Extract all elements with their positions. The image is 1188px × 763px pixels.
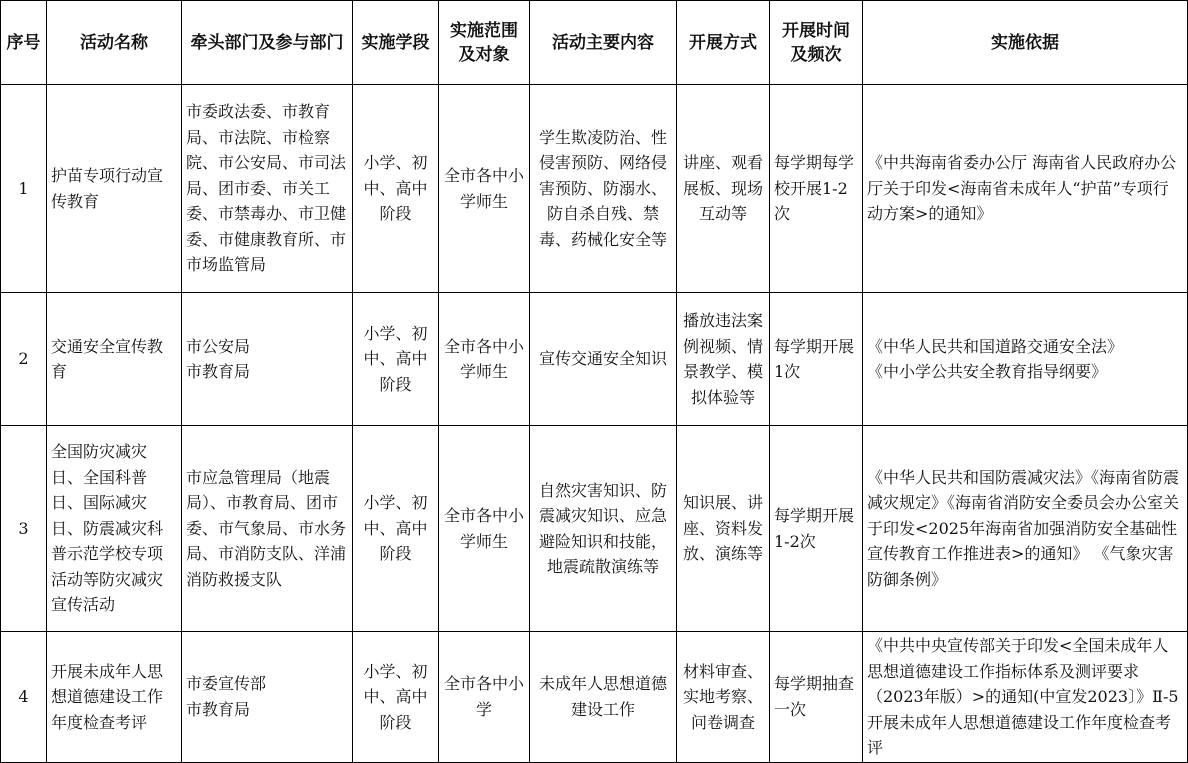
cell-time: 每学期每学校开展1-2次 [770,85,863,293]
cell-time: 每学期开展1-2次 [770,426,863,632]
cell-scope: 全市各中小学师生 [439,293,530,426]
cell-stage: 小学、初中、高中阶段 [353,293,439,426]
table-row [1,632,1188,763]
cell-no: 3 [1,426,47,632]
cell-method: 知识展、讲座、资料发放、演练等 [677,426,770,632]
cell-departments: 市公安局 市教育局 [182,293,353,426]
cell-no: 4 [1,632,47,763]
cell-stage: 小学、初中、高中阶段 [353,426,439,632]
cell-name: 开展未成年人思想道德建设工作年度检查考评 [47,632,182,763]
cell-method: 播放违法案例视频、情景教学、模拟体验等 [677,293,770,426]
header-time: 开展时间及频次 [770,1,863,85]
cell-content: 未成年人思想道德建设工作 [530,632,677,763]
cell-content: 宣传交通安全知识 [530,293,677,426]
cell-scope: 全市各中小学 [439,632,530,763]
cell-content: 学生欺凌防治、性侵害预防、网络侵害预防、防溺水、防自杀自残、禁毒、药械化安全等 [530,85,677,293]
cell-no: 2 [1,293,47,426]
cell-time: 每学期抽查一次 [770,632,863,763]
cell-scope: 全市各中小学师生 [439,85,530,293]
cell-basis: 《中华人民共和国防震减灾法》《海南省防震减灾规定》《海南省消防安全委员会办公室关于印发<2025年海南省加强消防安全基础性宣传教育工作推进表>的通知》 《气象灾害防御条例》 [863,426,1188,632]
header-row [1,1,1188,85]
cell-no: 1 [1,85,47,293]
cell-time: 每学期开展1次 [770,293,863,426]
header-no: 序号 [1,1,47,85]
cell-departments: 市委宣传部 市教育局 [182,632,353,763]
cell-basis: 《中华人民共和国道路交通安全法》 《中小学公共安全教育指导纲要》 [863,293,1188,426]
table-row [1,426,1188,632]
cell-stage: 小学、初中、高中阶段 [353,85,439,293]
cell-stage: 小学、初中、高中阶段 [353,632,439,763]
cell-basis: 《中共中央宣传部关于印发<全国未成年人思想道德建设工作指标体系及测评要求（2023年版）>的通知(中宣发2023〕》Ⅱ-5开展未成年人思想道德建设工作年度检查考评 [863,632,1188,763]
header-stage: 实施学段 [353,1,439,85]
cell-method: 讲座、观看展板、现场互动等 [677,85,770,293]
header-scope: 实施范围及对象 [439,1,530,85]
cell-content: 自然灾害知识、防震减灾知识、应急避险知识和技能，地震疏散演练等 [530,426,677,632]
header-name: 活动名称 [47,1,182,85]
header-departments: 牵头部门及参与部门 [182,1,353,85]
cell-method: 材料审查、实地考察、问卷调查 [677,632,770,763]
cell-scope: 全市各中小学师生 [439,426,530,632]
cell-basis: 《中共海南省委办公厅 海南省人民政府办公厅关于印发<海南省未成年人“护苗”专项行动方案>的通知》 [863,85,1188,293]
header-basis: 实施依据 [863,1,1188,85]
cell-departments: 市应急管理局（地震局）、市教育局、团市委、市气象局、市水务局、市消防支队、洋浦消防救援支队 [182,426,353,632]
cell-name: 交通安全宣传教育 [47,293,182,426]
table-row [1,293,1188,426]
cell-name: 全国防灾减灾日、全国科普日、国际减灾日、防震减灾科普示范学校专项活动等防灾减灾宣传活动 [47,426,182,632]
cell-departments: 市委政法委、市教育局、市法院、市检察院、市公安局、市司法局、团市委、市关工委、市禁毒办、市卫健委、市健康教育所、市市场监管局 [182,85,353,293]
header-content: 活动主要内容 [530,1,677,85]
table-row [1,85,1188,293]
cell-name: 护苗专项行动宣传教育 [47,85,182,293]
header-method: 开展方式 [677,1,770,85]
